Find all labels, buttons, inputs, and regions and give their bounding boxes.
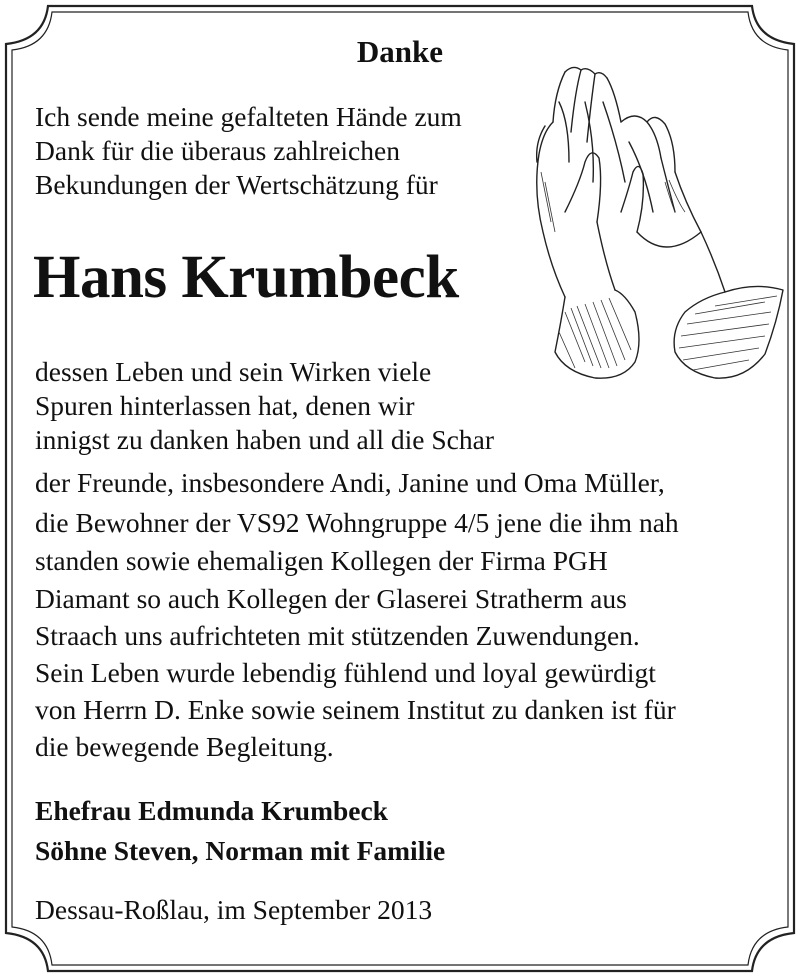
body-line: standen sowie ehemaligen Kollegen der Firma PGH xyxy=(35,545,608,576)
place-date: Dessau-Roßlau, im September 2013 xyxy=(35,894,433,925)
body-line: dessen Leben und sein Wirken viele xyxy=(35,356,432,387)
body-line: Diamant so auch Kollegen der Glaserei Stratherm aus xyxy=(35,583,627,614)
intro-line: Dank für die überaus zahlreichen xyxy=(35,135,400,166)
body-line: der Freunde, insbesondere Andi, Janine und Oma Müller, xyxy=(35,467,665,498)
intro-line: Ich sende meine gefalteten Hände zum xyxy=(35,101,462,132)
intro-line: Bekundungen der Wertschätzung für xyxy=(35,169,438,200)
deceased-name: Hans Krumbeck xyxy=(33,244,459,311)
body-line: von Herrn D. Enke sowie seinem Institut zu danken ist für xyxy=(35,694,676,725)
signature-line: Ehefrau Edmunda Krumbeck xyxy=(35,795,388,826)
body-line: die Bewohner der VS92 Wohngruppe 4/5 jene die ihm nah xyxy=(35,507,679,538)
body-line: Straach uns aufrichteten mit stützenden Zuwendungen. xyxy=(35,620,640,651)
body-line: innigst zu danken haben und all die Schar xyxy=(35,424,494,455)
praying-hands-icon xyxy=(525,62,787,394)
body-line: Spuren hinterlassen hat, denen wir xyxy=(35,390,415,421)
card-title: Danke xyxy=(356,34,444,69)
signature-line: Söhne Steven, Norman mit Familie xyxy=(35,835,446,866)
body-line: die bewegende Begleitung. xyxy=(35,731,334,762)
body-line: Sein Leben wurde lebendig fühlend und loyal gewürdigt xyxy=(35,657,656,688)
